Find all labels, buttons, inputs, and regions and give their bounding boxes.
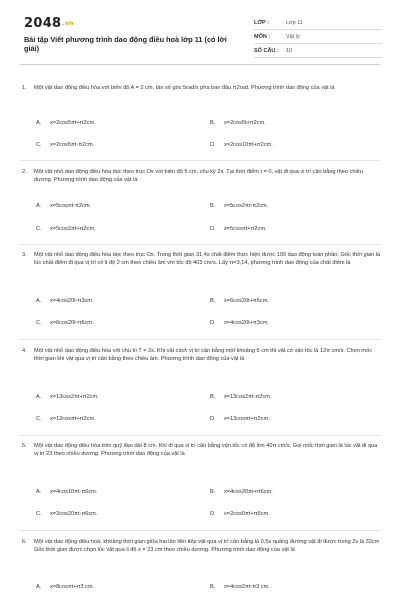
logo-text: 2048 xyxy=(24,16,62,31)
meta-value: Lớp 11 xyxy=(286,19,303,26)
option-text: x=4cos20t-π3cm. xyxy=(50,298,94,304)
option-letter: A. xyxy=(36,394,42,400)
meta-row-subject xyxy=(254,30,382,44)
meta-row-class xyxy=(254,16,382,30)
option-text: x=5cosπt+π2cm. xyxy=(224,226,267,232)
option-letter: D. xyxy=(210,416,216,422)
option-letter: B. xyxy=(210,120,216,126)
option-letter: A. xyxy=(36,489,42,495)
question-divider xyxy=(20,530,380,531)
option-a[interactable] xyxy=(36,489,97,495)
option-letter: D. xyxy=(210,320,216,326)
option-a[interactable] xyxy=(36,203,91,209)
option-c[interactable] xyxy=(36,142,94,148)
question-stem: Một vật nhỏ dao động điều hòa dọc theo trục Ox. Trong thời gian 31,4s chất điểm thực hiện được 100 dao động toàn phần. Gốc thời gian là lúc chất điểm đi qua vị trí có li độ 2 cm theo chiều âm với tốc độ 403 cm/s. Lấy π=3,14, phương trình dao động của chất điểm là xyxy=(34,252,380,267)
option-text: x=13cos2πt+π2cm. xyxy=(50,394,99,400)
option-text: x=2cos0πt+π6cm. xyxy=(224,511,270,517)
option-letter: D. xyxy=(210,226,216,232)
meta-table xyxy=(254,16,382,58)
question-number: 5. xyxy=(22,443,27,449)
question-number: 4. xyxy=(22,348,27,354)
question-6 xyxy=(22,538,380,554)
option-b[interactable] xyxy=(210,120,266,126)
option-d[interactable] xyxy=(210,416,270,422)
question-stem: Một vật dao động điều hoà, khoảng thời gian giữa hai lần liên tiếp vật qua vị trí cân bằng là 0,5s quãng đường vật đi được trong 2s là 32cm Gốc thời gian được chọn lúc vật qua li độ x = 23 cm theo chiều dương. Phương trình dao động của vật là xyxy=(34,539,380,554)
option-a[interactable] xyxy=(36,120,96,126)
option-c[interactable] xyxy=(36,416,96,422)
option-letter: B. xyxy=(210,394,216,400)
option-d[interactable] xyxy=(210,226,267,232)
option-text: x=6cos20t-π6cm. xyxy=(50,320,94,326)
document-title: Bài tập Viết phương trình dao động điều hoà lớp 11 (có lời giải) xyxy=(24,35,227,54)
option-a[interactable] xyxy=(36,394,99,400)
question-1 xyxy=(22,84,380,92)
option-text: x=4cos2πt-π3 cm. xyxy=(224,584,270,590)
option-d[interactable] xyxy=(210,511,270,517)
option-text: x=8cosπt+π3 cm. xyxy=(50,584,95,590)
option-text: x=4cos10πt-π6cm. xyxy=(50,489,98,495)
option-c[interactable] xyxy=(36,511,97,517)
question-4 xyxy=(22,347,380,363)
question-stem: Một vật dao động điều hòa với biên độ A = 2 cm, tần số góc 5rad/s pha ban đầu π2rad. Phương trình dao động của vật là xyxy=(34,85,335,91)
question-number: 6. xyxy=(22,539,27,545)
option-text: x=5cos2πt+π2cm. xyxy=(50,226,96,232)
option-letter: C. xyxy=(36,226,42,232)
meta-value: 10 xyxy=(286,47,293,54)
option-letter: C. xyxy=(36,416,42,422)
question-divider xyxy=(20,244,380,245)
meta-row-count xyxy=(254,44,382,58)
question-number: 3. xyxy=(22,252,27,258)
option-text: x=4cos20t+π3cm. xyxy=(224,320,269,326)
meta-value: Vật lý xyxy=(286,33,300,40)
question-5 xyxy=(22,442,380,458)
question-stem: Một vật nhỏ dao động điều hòa với chu kì T = 2s. Khi vật cách vị trí cân bằng một khoảng 5 cm thì vật có vận tốc là 12π cm/s. Chọn mốc thời gian khi vật qua vị trí cân bằng theo chiều âm. Phương trình dao động của vật là xyxy=(34,348,372,363)
option-d[interactable] xyxy=(210,320,269,326)
option-text: x=2cos20πt-π6cm. xyxy=(50,511,98,517)
logo-suffix: .vn xyxy=(62,20,74,27)
option-letter: B. xyxy=(210,584,216,590)
option-text: x=5cosπt-π2cm. xyxy=(50,203,92,209)
option-letter: A. xyxy=(36,298,42,304)
option-c[interactable] xyxy=(36,320,94,326)
question-number: 1. xyxy=(22,85,27,91)
option-text: x=5cos2πt-π2cm. xyxy=(224,203,269,209)
option-text: x=2cos10πt+π2cm. xyxy=(224,142,273,148)
question-2 xyxy=(22,168,380,184)
option-text: x=2cos5πt+π2cm. xyxy=(50,120,96,126)
option-letter: C. xyxy=(36,511,42,517)
option-letter: A. xyxy=(36,584,42,590)
option-letter: C. xyxy=(36,320,42,326)
option-a[interactable] xyxy=(36,584,94,590)
option-letter: B. xyxy=(210,203,216,209)
option-letter: D. xyxy=(210,142,216,148)
question-divider xyxy=(20,160,380,161)
question-number: 2. xyxy=(22,169,27,175)
option-b[interactable] xyxy=(210,584,270,590)
option-text: x=6cos20t+π6cm. xyxy=(224,298,269,304)
option-d[interactable] xyxy=(210,142,273,148)
option-text: x=13cosπt+π2cm. xyxy=(224,416,270,422)
option-letter: B. xyxy=(210,489,216,495)
header-divider xyxy=(20,64,380,65)
site-logo[interactable] xyxy=(24,16,74,31)
option-text: x=12cosπt+π2cm. xyxy=(50,416,96,422)
option-letter: C. xyxy=(36,142,42,148)
option-text: x=13cos2πt-π2cm. xyxy=(224,394,272,400)
option-text: x=4cos20πt+π6cm. xyxy=(224,489,273,495)
question-stem: Một vật dao động điều hòa trên quỹ đạo dài 8 cm. Khi đi qua vị trí cân bằng vận tốc có độ lớn 40π cm/s. Gọi mốc thời gian là lúc vật đi qua vị trí 23 theo chiều dương. Phương trình dao động của vật là xyxy=(34,443,378,458)
question-divider xyxy=(20,435,380,436)
option-text: x=2cos5πt-π2cm. xyxy=(50,142,95,148)
option-b[interactable] xyxy=(210,203,268,209)
option-b[interactable] xyxy=(210,394,271,400)
option-letter: B. xyxy=(210,298,216,304)
meta-label: MÔN : xyxy=(254,33,271,40)
question-stem: Một vật nhỏ dao động điều hòa dọc theo trục Ox với biên độ 5 cm, chu kỳ 2s. Tại thời điểm t = 0, vật đi qua vị trí cân bằng theo chiều dương. Phương trình dao động của vật là xyxy=(34,169,363,184)
option-b[interactable] xyxy=(210,489,273,495)
meta-label: LỚP : xyxy=(254,19,269,26)
option-b[interactable] xyxy=(210,298,269,304)
option-letter: D. xyxy=(210,511,216,517)
option-c[interactable] xyxy=(36,226,96,232)
option-text: x=2cos5t+π2cm. xyxy=(224,120,266,126)
option-letter: A. xyxy=(36,203,42,209)
worksheet-header xyxy=(24,16,384,58)
meta-label: SỐ CÂU : xyxy=(254,47,279,54)
option-a[interactable] xyxy=(36,298,94,304)
option-letter: A. xyxy=(36,120,42,126)
question-3 xyxy=(22,251,380,267)
question-divider xyxy=(20,339,380,340)
